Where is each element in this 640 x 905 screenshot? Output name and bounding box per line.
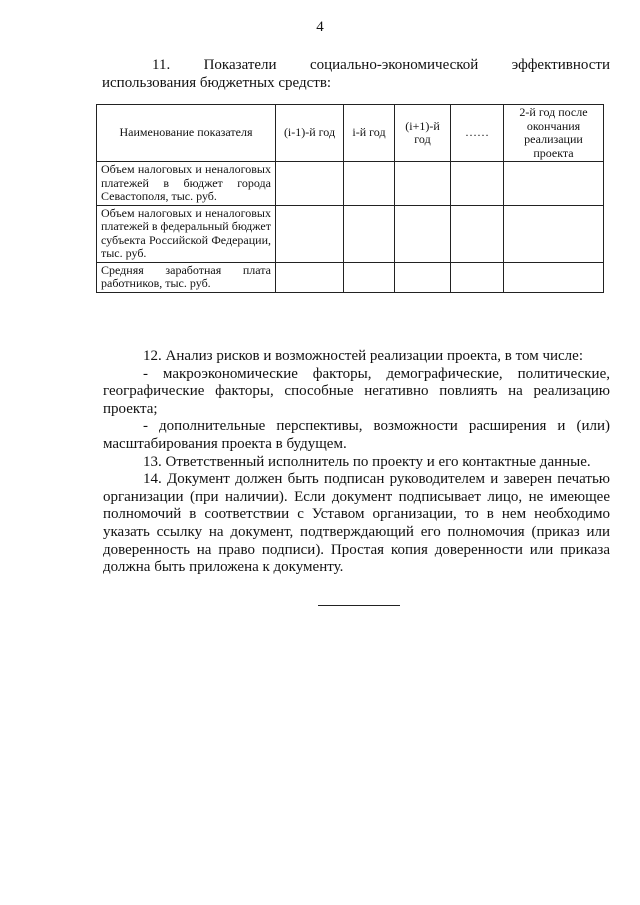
section-11-word3: эффективности xyxy=(511,57,610,73)
col-header-year-next: (i+1)-й год xyxy=(395,105,451,162)
row-label-city-budget: Объем налоговых и неналоговых платежей в бюджет города Севастополя, тыс. руб. xyxy=(97,162,276,206)
table-cell xyxy=(504,162,604,206)
section-11-line1 xyxy=(102,56,610,74)
section-11-line2: использования бюджетных средств: xyxy=(102,75,332,91)
table-cell xyxy=(344,162,395,206)
table-cell xyxy=(451,205,504,262)
table-header-row xyxy=(97,105,604,162)
table-cell xyxy=(276,162,344,206)
row-label-average-salary: Средняя заработная плата работников, тыс. руб. xyxy=(97,262,276,292)
table-cell xyxy=(276,205,344,262)
paragraph-12: 12. Анализ рисков и возможностей реализации проекта, в том числе: xyxy=(143,348,583,364)
section-11-number: 11. xyxy=(152,57,171,73)
page-number: 4 xyxy=(316,19,324,35)
table-cell xyxy=(395,205,451,262)
paragraph-12-item-opportunities: - дополнительные перспективы, возможности расширения и (или) масштабирования проекта в будущем. xyxy=(103,418,610,452)
table-cell xyxy=(344,205,395,262)
col-header-year-i: i-й год xyxy=(344,105,395,162)
col-header-year-prev: (i-1)-й год xyxy=(276,105,344,162)
paragraph-12-item-risks: - макроэкономические факторы, демографические, политические, географические факторы, способные негативно повлиять на реализацию проекта; xyxy=(103,365,610,417)
table-cell xyxy=(276,262,344,292)
table-row xyxy=(97,262,604,292)
section-11-word2: социально-экономической xyxy=(309,57,479,73)
table-row xyxy=(97,205,604,262)
indicators-table xyxy=(96,104,604,293)
table-row xyxy=(97,162,604,206)
paragraph-14: 14. Документ должен быть подписан руководителем и заверен печатью организации (при наличии). Если документ подписывает лицо, не имеющее полномочий в соответствии с Уставом организации, то в нем необходимо указать ссылку на документ, подтверждающий его полномочия (приказ или доверенность на право подписи). Простая копия доверенности или приказа должна быть приложена к документу. xyxy=(103,471,610,576)
col-header-ellipsis: …… xyxy=(451,105,504,162)
table-cell xyxy=(504,205,604,262)
table-cell xyxy=(451,162,504,206)
col-header-indicator-name: Наименование показателя xyxy=(97,105,276,162)
closing-divider-line xyxy=(318,605,400,606)
body-text xyxy=(103,348,610,577)
table-cell xyxy=(395,162,451,206)
table-cell xyxy=(451,262,504,292)
row-label-federal-budget: Объем налоговых и неналоговых платежей в федеральный бюджет субъекта Российской Федерации, тыс. руб. xyxy=(97,205,276,262)
section-11-word1: Показатели xyxy=(203,57,277,73)
table-cell xyxy=(504,262,604,292)
section-11-heading xyxy=(102,56,610,92)
table-cell xyxy=(395,262,451,292)
col-header-year-after-end: 2-й год после окончания реализации проекта xyxy=(504,105,604,162)
paragraph-13: 13. Ответственный исполнитель по проекту и его контактные данные. xyxy=(143,453,591,470)
table-cell xyxy=(344,262,395,292)
